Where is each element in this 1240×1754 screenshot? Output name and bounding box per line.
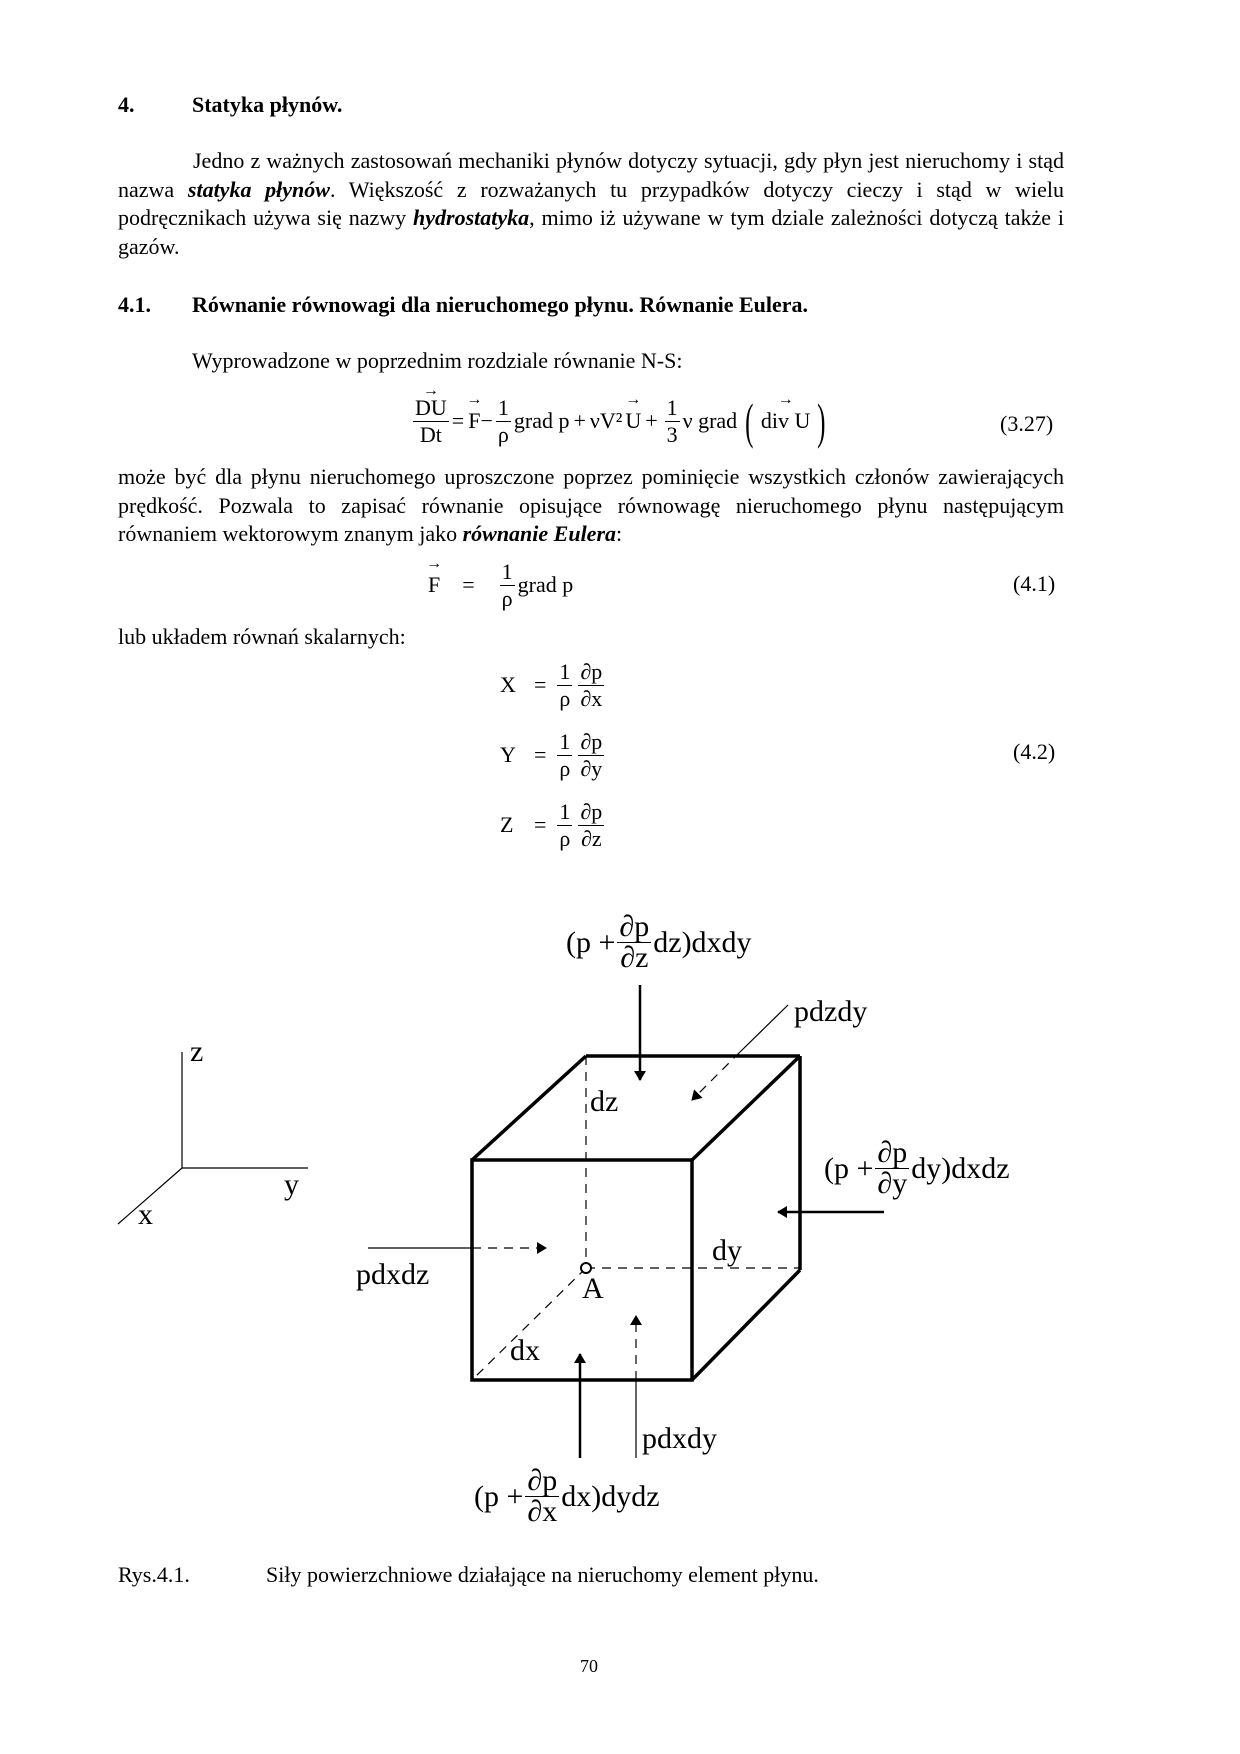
eq327-frac2-num: 1 xyxy=(666,394,678,420)
axis-y-label: y xyxy=(284,1168,299,1201)
eq327-gradp: grad p xyxy=(513,408,570,433)
para2-text-1: może być dla płynu nieruchomego uproszczone poprzez pominięcie wszystkich członów zawierających prędkość. Pozwala to zapisać równanie opisujące równowagę nieruchomego płynu następującym równaniem wektorowym znanym jako xyxy=(118,464,1064,546)
eq327-nu-nabla: νV² xyxy=(589,408,623,433)
eq42-row-x-eq: = xyxy=(534,672,547,697)
eq327-frac2-den: 3 xyxy=(666,421,678,447)
eq327-minus: − xyxy=(480,408,493,433)
top-force-label xyxy=(566,912,752,973)
eq42-row-y-den-b: ∂y xyxy=(580,755,603,781)
eq327-equals: = xyxy=(451,408,465,433)
eq42-row-y-num-a: 1 xyxy=(559,728,571,754)
eq42-row-x-den-a: ρ xyxy=(559,685,571,711)
eq327-frac1-den: ρ xyxy=(497,421,509,447)
eq327-divU: → div U xyxy=(761,408,811,434)
para2-text-2: : xyxy=(616,521,623,546)
eq42-row-x-num-b: ∂p xyxy=(580,658,603,684)
intro-text-3: , mimo iż używane w tym dziale zależności dotyczą także i gazów. xyxy=(118,205,1064,259)
figure-caption-text: Siły powierzchniowe działające na nieruchomy element płynu. xyxy=(266,1562,819,1587)
equation-number-3-27: (3.27) xyxy=(1000,411,1054,436)
cube-bottom-right-edge xyxy=(692,1270,800,1380)
intro-text-2: . Większość z rozważanych tu przypadków dotyczy cieczy i stąd w wielu podręcznikach używa się nazwy xyxy=(118,176,1064,230)
top-force-num: ∂p xyxy=(619,910,650,943)
cube-top-left-edge xyxy=(472,1056,586,1160)
term-statyka: statyka płynów xyxy=(187,176,330,202)
eq42-row-y-num-b: ∂p xyxy=(580,728,603,754)
eq42-row-x-lhs: X xyxy=(500,672,516,697)
eq327-frac1-num: 1 xyxy=(497,394,509,420)
term-hydrostatyka: hydrostatyka xyxy=(413,205,530,230)
bottom-force-pre: (p + xyxy=(474,1479,524,1513)
equation-number-4-1: (4.1) xyxy=(1013,571,1056,596)
eq42-row-y-den-a: ρ xyxy=(559,755,571,781)
right-force-den: ∂y xyxy=(877,1167,908,1200)
point-a-label: A xyxy=(582,1272,604,1305)
right-force-post: dy)dxdz xyxy=(911,1151,1010,1185)
eq42-row-z-eq: = xyxy=(534,812,547,837)
right-force-num: ∂p xyxy=(877,1136,908,1169)
eq42-row-z-den-a: ρ xyxy=(559,825,571,851)
eq327-lparen: ( xyxy=(745,393,754,449)
subsection-number: 4.1. xyxy=(118,292,151,317)
top-force-pre: (p + xyxy=(566,925,616,959)
dz-label: dz xyxy=(590,1085,619,1118)
right-force-pre: (p + xyxy=(824,1151,874,1185)
eq41-frac-den: ρ xyxy=(501,585,513,611)
eq327-plus2: + xyxy=(645,408,658,433)
top-force-post: dz)dxdy xyxy=(653,925,752,959)
bottom-force-post: dx)dydz xyxy=(561,1479,660,1513)
top-force-den: ∂z xyxy=(620,941,649,974)
dy-label: dy xyxy=(712,1234,742,1267)
eq42-row-z-num-a: 1 xyxy=(559,798,571,824)
eq327-plus1: + xyxy=(573,408,586,433)
eq41-gradp: grad p xyxy=(517,572,574,597)
figure-caption-label: Rys.4.1. xyxy=(118,1562,190,1587)
bottom-force-num: ∂p xyxy=(527,1464,558,1497)
eq42-row-y-lhs: Y xyxy=(500,742,516,767)
pdxdy-label: pdxdy xyxy=(642,1422,717,1455)
eq327-U: → U xyxy=(625,408,641,434)
right-force-label xyxy=(824,1138,1010,1199)
section-number: 4. xyxy=(118,92,135,117)
eq42-row-z-num-b: ∂p xyxy=(580,798,603,824)
bottom-force-den: ∂x xyxy=(527,1495,558,1528)
bottom-force-label xyxy=(474,1466,660,1527)
equation-number-4-2: (4.2) xyxy=(1013,739,1056,764)
eq42-row-x-den-b: ∂x xyxy=(580,685,603,711)
pdzdy-arrow xyxy=(692,1052,740,1100)
eq42-row-z-den-b: ∂z xyxy=(581,825,602,851)
eq327-rparen: ) xyxy=(817,393,826,449)
eq327-nu-grad: ν grad xyxy=(682,408,738,433)
cube-top-right-edge xyxy=(692,1056,800,1160)
pdzdy-leader-line xyxy=(740,1005,788,1052)
eq41-equals: = xyxy=(462,572,475,597)
eq327-F: → F xyxy=(468,408,480,434)
pdzdy-label: pdzdy xyxy=(794,995,868,1028)
axis-z-label: z xyxy=(190,1035,204,1068)
intro-text-1: Jedno z ważnych zastosowań mechaniki płynów dotyczy sytuacji, gdy płyn jest nieruchomy i stąd nazwa xyxy=(118,148,1064,202)
pdxdz-label: pdxdz xyxy=(356,1258,430,1291)
scalar-lead-text: lub układem równań skalarnych: xyxy=(118,624,406,649)
subsection-title: Równanie równowagi dla nieruchomego płynu. Równanie Eulera. xyxy=(192,292,809,317)
eq42-row-x-num-a: 1 xyxy=(559,658,571,684)
eq327-lhs-den: Dt xyxy=(419,421,442,447)
section-title: Statyka płynów. xyxy=(192,92,343,117)
eq41-F: → F xyxy=(428,572,440,598)
axis-x-label: x xyxy=(138,1198,153,1231)
eq42-row-y-eq: = xyxy=(534,742,547,767)
page-number: 70 xyxy=(580,1656,598,1676)
eq42-row-z-lhs: Z xyxy=(500,812,514,837)
eq41-frac-num: 1 xyxy=(501,558,513,584)
term-euler: równanie Eulera xyxy=(462,521,617,546)
dx-label: dx xyxy=(510,1334,540,1367)
eq327-lhs-num: → DU xyxy=(415,395,447,421)
ns-lead-text: Wyprowadzone w poprzednim rozdziale równanie N-S: xyxy=(192,348,683,373)
